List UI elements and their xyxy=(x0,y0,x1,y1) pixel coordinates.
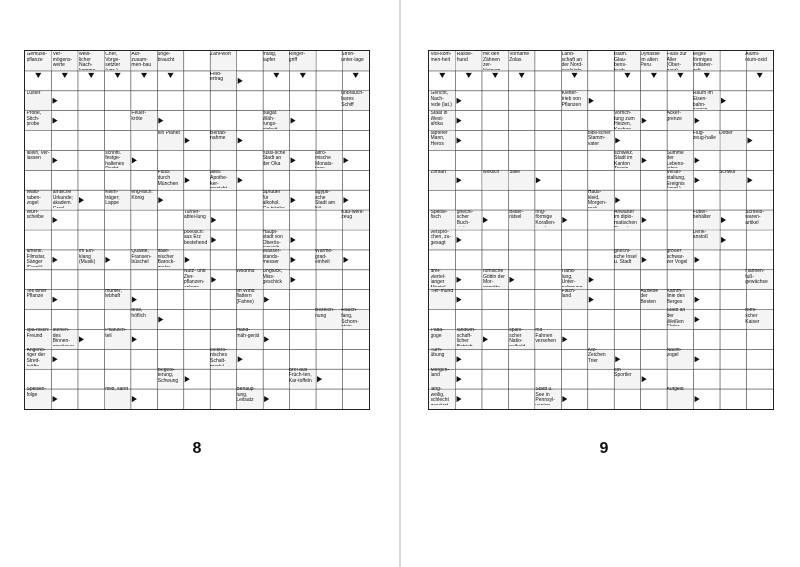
clue-text: Kletter-trieb von Pflanzen xyxy=(561,91,582,108)
clue-text: ägypti-sche Stadt am xyxy=(315,190,336,207)
clue-arrow xyxy=(562,396,567,402)
clue-text: Lüster xyxy=(26,91,41,97)
clue-text: Sprudel für alkohol. xyxy=(262,190,280,207)
clue-text: poetisch: aus Erz bestehend xyxy=(183,229,208,246)
clue-text: Keim-träger; Lappe xyxy=(105,190,120,207)
clue-text: Wasser-stands-messer xyxy=(262,249,281,266)
clue-text: Stadt an der Weißen xyxy=(666,308,686,325)
clue-text: Päda-goge xyxy=(430,328,444,339)
clue-text: Tier-mund xyxy=(430,288,454,294)
clue-text: ein Sportler xyxy=(614,367,632,379)
clue-arrow xyxy=(115,73,121,78)
clue-arrow xyxy=(291,197,296,203)
clue-text: Stille xyxy=(509,170,521,176)
clue-text: eng-lisch: König xyxy=(131,190,153,201)
clue-text: Behaup-tung, Leitsatz xyxy=(236,387,256,404)
clue-text: kegel-förmiges Indianer- xyxy=(692,52,713,69)
clue-arrow xyxy=(562,336,567,342)
clue-arrow xyxy=(589,277,594,283)
clue-text: amtliche Urkunde; akadem. xyxy=(52,190,74,207)
clue-arrow xyxy=(238,356,243,362)
clue-arrow xyxy=(343,197,348,203)
clue-text: bulgar. Wäh-rungs- xyxy=(262,111,278,128)
clue-arrow xyxy=(536,177,541,183)
clue-arrow xyxy=(132,297,137,303)
clue-text: römi-scher Kaiser xyxy=(745,308,760,325)
clue-text: Vorname Zolas xyxy=(509,52,530,63)
clue-text: Wildrind xyxy=(236,268,255,274)
clue-arrow xyxy=(457,237,462,243)
clue-text: Stroh-unter-lage xyxy=(341,52,364,63)
clue-arrow xyxy=(264,396,269,402)
clue-text: allein, ver-lassen xyxy=(26,150,50,162)
clue-arrow xyxy=(291,118,296,124)
clue-arrow xyxy=(615,197,620,203)
clue-text: Wurf-scheibe xyxy=(26,209,44,221)
clue-arrow xyxy=(642,157,647,163)
clue-text: schriftl. festge-haltenes xyxy=(105,150,125,167)
page-number-right: 9 xyxy=(599,440,609,457)
clue-text: Speise-fisch xyxy=(430,209,448,221)
clue-text: Speisen-folge xyxy=(26,387,47,398)
clue-arrow xyxy=(483,217,488,223)
clue-text: im Ein-klang (Musik) xyxy=(78,249,96,266)
clue-arrow xyxy=(747,177,752,183)
clue-text: Unglück, Miss-geschick xyxy=(262,268,283,286)
clue-arrow xyxy=(158,316,163,322)
clue-arrow xyxy=(695,118,700,124)
clue-text: Nutz- und Zier-pflanzen- xyxy=(183,268,206,286)
clue-arrow xyxy=(642,118,647,124)
clue-text: Raum im Eisen-bahn- xyxy=(692,91,713,108)
clue-text: griechi-sche Insel u. Stadt xyxy=(614,249,637,266)
clue-text: drei-viertel-langer xyxy=(430,268,446,286)
clue-arrow xyxy=(721,237,726,243)
clue-text: Fluss zur Aller (Ober- xyxy=(666,52,687,69)
clue-arrow xyxy=(615,356,620,362)
clue-arrow xyxy=(53,98,58,104)
clue-text: Hand-lung, Unter- xyxy=(561,268,576,286)
clue-text: mutig, tapfer xyxy=(262,52,277,63)
clue-text: weib-licher Nach- xyxy=(78,52,93,69)
clue-text: Begeis-terung, Schwung xyxy=(157,367,179,384)
clue-text: Flach-land xyxy=(561,288,576,300)
clue-arrow xyxy=(343,157,348,163)
clue-text: lang-weilig, schlecht xyxy=(430,387,449,404)
clue-text: Angehö-riger der Streit- xyxy=(26,347,46,365)
clue-arrow xyxy=(457,277,462,283)
clue-text: großer schwar-zer Vogel xyxy=(666,249,688,266)
clue-text: elektro-nisches Schalt- xyxy=(210,347,228,365)
clue-text: Ver-mögens-werte xyxy=(52,52,73,69)
clue-arrow xyxy=(519,73,525,78)
clue-text: Fluss durch München xyxy=(157,170,179,187)
clue-text: unbrauch-bares Schiff xyxy=(341,91,364,108)
clue-arrow xyxy=(695,257,700,263)
clue-arrow xyxy=(615,137,620,143)
clue-arrow xyxy=(457,177,462,183)
clue-arrow xyxy=(264,336,269,342)
clue-text: Alumi-nium-oxid xyxy=(745,52,767,63)
clue-text: landwirt-schaft-licher xyxy=(456,328,476,345)
clue-text: Land-schaft an der Nord- xyxy=(561,52,583,69)
page-number-left: 8 xyxy=(192,440,202,457)
clue-arrow xyxy=(747,137,752,143)
clue-arrow xyxy=(695,157,700,163)
clue-text: Probe, Stich-probe xyxy=(26,111,42,128)
clue-text: altes Apothe-ker- xyxy=(210,170,228,187)
clue-arrow xyxy=(291,277,296,283)
clue-text: Acker-grenze xyxy=(666,111,682,122)
crossword-grid-right xyxy=(428,50,774,410)
clue-text: wirklich xyxy=(482,170,500,176)
clue-arrow xyxy=(642,217,647,223)
clue-arrow xyxy=(185,137,190,143)
clue-text: Voll-kom-men-heit xyxy=(430,52,452,63)
clue-arrow xyxy=(62,73,68,78)
clue-text: Gemüse-pflanze xyxy=(26,52,48,63)
clue-text: Wärme-grad-einheit xyxy=(315,249,333,266)
clue-text: verspro-chen, zu-gesagt xyxy=(430,229,452,246)
clue-arrow xyxy=(466,73,472,78)
clue-text: munter, lebhaft xyxy=(105,288,122,300)
clue-arrow xyxy=(238,177,243,183)
clue-text: Schwur xyxy=(719,170,736,176)
clue-arrow xyxy=(695,297,700,303)
left-page xyxy=(0,0,399,567)
clue-arrow xyxy=(343,257,348,263)
clue-text: Ringer-griff xyxy=(288,52,306,63)
clue-arrow xyxy=(53,257,58,263)
clue-text: Bertab-nahme xyxy=(210,130,227,142)
clue-text: Auslese der Besten xyxy=(640,288,659,305)
clue-arrow xyxy=(273,73,279,78)
clue-text: Kfz-Zeichen Trier xyxy=(587,347,606,365)
clue-text: schweiz. Stadt im Kanton xyxy=(614,150,634,167)
clue-arrow xyxy=(624,73,630,78)
clue-text: Anwärter im diplo-matischen xyxy=(614,209,637,226)
clue-arrow xyxy=(53,157,58,163)
clue-text: altrö-mische Monats- xyxy=(315,150,334,167)
clue-arrow xyxy=(35,73,41,78)
clue-arrow xyxy=(185,257,190,263)
clue-arrow xyxy=(185,177,190,183)
clue-text: Zimtart xyxy=(430,170,447,176)
right-page xyxy=(401,0,800,567)
clue-text: unge-braucht xyxy=(157,52,175,63)
clue-arrow xyxy=(457,137,462,143)
clue-text: Bezeich-nung xyxy=(315,308,335,319)
clue-arrow xyxy=(300,73,306,78)
clue-arrow xyxy=(291,237,296,243)
clue-text: Schreib-waren-artikel xyxy=(745,209,764,226)
clue-text: mit den Zähnen zer- xyxy=(482,52,500,69)
clue-text: Auf-zusam-men-bau xyxy=(131,52,152,69)
clue-text: Chef, Vorge-setzter xyxy=(105,52,121,69)
clue-arrow xyxy=(211,217,216,223)
clue-arrow xyxy=(562,217,567,223)
clue-arrow xyxy=(88,73,94,78)
clue-arrow xyxy=(211,237,216,243)
clue-arrow xyxy=(53,217,58,223)
clue-arrow xyxy=(132,157,137,163)
clue-text: im Wind flattern (Fahne) xyxy=(236,288,255,305)
clue-text: griechi-scher Buch- xyxy=(456,209,474,226)
clue-text: Hand-mäh-gerät xyxy=(236,328,260,339)
clue-text: Zahl-wort xyxy=(210,52,231,57)
clue-arrow xyxy=(238,78,243,84)
clue-arrow xyxy=(291,157,296,163)
clue-arrow xyxy=(757,73,763,78)
clue-text: Haupt-stadt von Oberös- xyxy=(262,229,283,246)
clue-arrow xyxy=(53,396,58,402)
clue-text: Feuer-kröte xyxy=(131,111,147,122)
clue-text: mild, sanft xyxy=(105,387,128,393)
clue-arrow xyxy=(721,217,726,223)
clue-text: Haus-kleid, Morgen- xyxy=(587,190,607,207)
clue-text: stehen-des Binnen- xyxy=(52,328,70,345)
clue-text: Kamm-linie des Berges xyxy=(666,288,685,305)
clue-text: brav, höflich xyxy=(131,308,146,319)
clue-text: Stadt u. See in Pennsyl- xyxy=(535,387,555,404)
clue-arrow xyxy=(492,73,498,78)
clue-text: Turn-übung xyxy=(430,347,445,359)
clue-arrow xyxy=(158,118,163,124)
clue-arrow xyxy=(695,177,700,183)
clue-text: spa-nisch: Freund xyxy=(26,328,50,339)
clue-text: tapferer Mann, Heros xyxy=(430,130,448,148)
clue-arrow xyxy=(457,118,462,124)
clue-text: Turner-abtei-lung xyxy=(183,209,206,221)
clue-text: islam. Glau-bens- xyxy=(614,52,628,69)
clue-text: Pflanzen-teil xyxy=(105,328,127,339)
clue-arrow xyxy=(53,118,58,124)
clue-arrow xyxy=(238,137,243,143)
clue-arrow xyxy=(457,356,462,362)
clue-arrow xyxy=(483,336,488,342)
clue-arrow xyxy=(132,396,137,402)
clue-arrow xyxy=(317,376,322,382)
clue-arrow xyxy=(211,277,216,283)
clue-arrow xyxy=(105,257,110,263)
clue-text: Summe der Lebens- xyxy=(666,150,685,167)
clue-arrow xyxy=(642,376,647,382)
clue-text: ring-förmige Korallen- xyxy=(535,209,556,226)
clue-text: Bilder-rätsel xyxy=(509,209,524,221)
clue-text: russi-sche Stadt an der Oka xyxy=(262,150,286,167)
clue-text: Rasse-hund xyxy=(456,52,473,63)
clue-text: spani-scher Natio- xyxy=(509,328,523,345)
clue-arrow xyxy=(695,396,700,402)
clue-text: Brei aus Früch-ten, Kar-toffeln xyxy=(288,367,312,384)
clue-arrow xyxy=(158,197,163,203)
clue-text: mit Fahnen versehen xyxy=(535,328,556,345)
clue-text: Kau-werk-zeug xyxy=(341,209,365,221)
clue-text: bibli-scher Stamm-vater xyxy=(587,130,611,148)
clue-arrow xyxy=(695,356,700,362)
clue-arrow xyxy=(457,297,462,303)
clue-arrow xyxy=(651,73,657,78)
clue-arrow xyxy=(439,73,445,78)
clue-text: Denk-anstoß xyxy=(692,229,709,241)
clue-arrow xyxy=(457,376,462,382)
clue-text: italie-nischer Barock- xyxy=(157,249,175,266)
clue-arrow xyxy=(141,73,147,78)
clue-text: Staat in West-afrika xyxy=(430,111,448,128)
clue-arrow xyxy=(704,73,710,78)
clue-arrow xyxy=(353,73,359,78)
clue-text: ein Planet xyxy=(157,130,180,136)
clue-arrow xyxy=(457,396,462,402)
clue-text: Hahnen-fuß-gewächse xyxy=(745,268,768,286)
clue-arrow xyxy=(185,376,190,382)
clue-arrow xyxy=(53,356,58,362)
clue-arrow xyxy=(132,336,137,342)
clue-arrow xyxy=(79,197,84,203)
clue-arrow xyxy=(509,277,514,283)
clue-arrow xyxy=(589,98,594,104)
clue-text: Teil einer Pflanze xyxy=(26,288,47,300)
clue-text: Quaste, Fransen-büschel xyxy=(131,249,152,266)
clue-text: Flug-zeug-halle xyxy=(692,130,716,142)
clue-arrow xyxy=(457,98,462,104)
clue-arrow xyxy=(168,73,174,78)
clue-text: Vorrich-tung zum Heizen, xyxy=(614,111,635,128)
clue-text: Dotter xyxy=(719,130,733,136)
clue-arrow xyxy=(642,257,647,263)
clue-arrow xyxy=(79,336,84,342)
clue-text: Aufgeld xyxy=(666,387,684,393)
clue-arrow xyxy=(572,73,578,78)
clue-arrow xyxy=(695,316,700,322)
clue-text: Morgen-land xyxy=(430,367,450,379)
clue-arrow xyxy=(589,297,594,303)
clue-arrow xyxy=(677,73,683,78)
clue-text: Gericht, Nach-rede (lat.) xyxy=(430,91,452,108)
clue-arrow xyxy=(53,297,58,303)
crossword-grid-left xyxy=(24,50,370,410)
clue-text: Rauch-fang, Schorn- xyxy=(341,308,359,325)
clue-arrow xyxy=(721,98,726,104)
clue-arrow xyxy=(264,297,269,303)
clue-arrow xyxy=(291,257,296,263)
clue-text: Veran-staltung, Ereignis xyxy=(666,170,686,187)
clue-text: Feld-ertrag xyxy=(210,71,224,83)
clue-text: Dynastie im alten Peru xyxy=(640,52,660,69)
clue-text: Nacht-vogel xyxy=(666,347,682,359)
clue-text: römische Göttin der Mor- xyxy=(482,268,505,286)
clue-text: amerik. Filmstar, Sänger xyxy=(26,249,46,266)
clue-text: Futter-behälter xyxy=(692,209,711,221)
clue-text: Wald-raben-vogel xyxy=(26,190,41,207)
